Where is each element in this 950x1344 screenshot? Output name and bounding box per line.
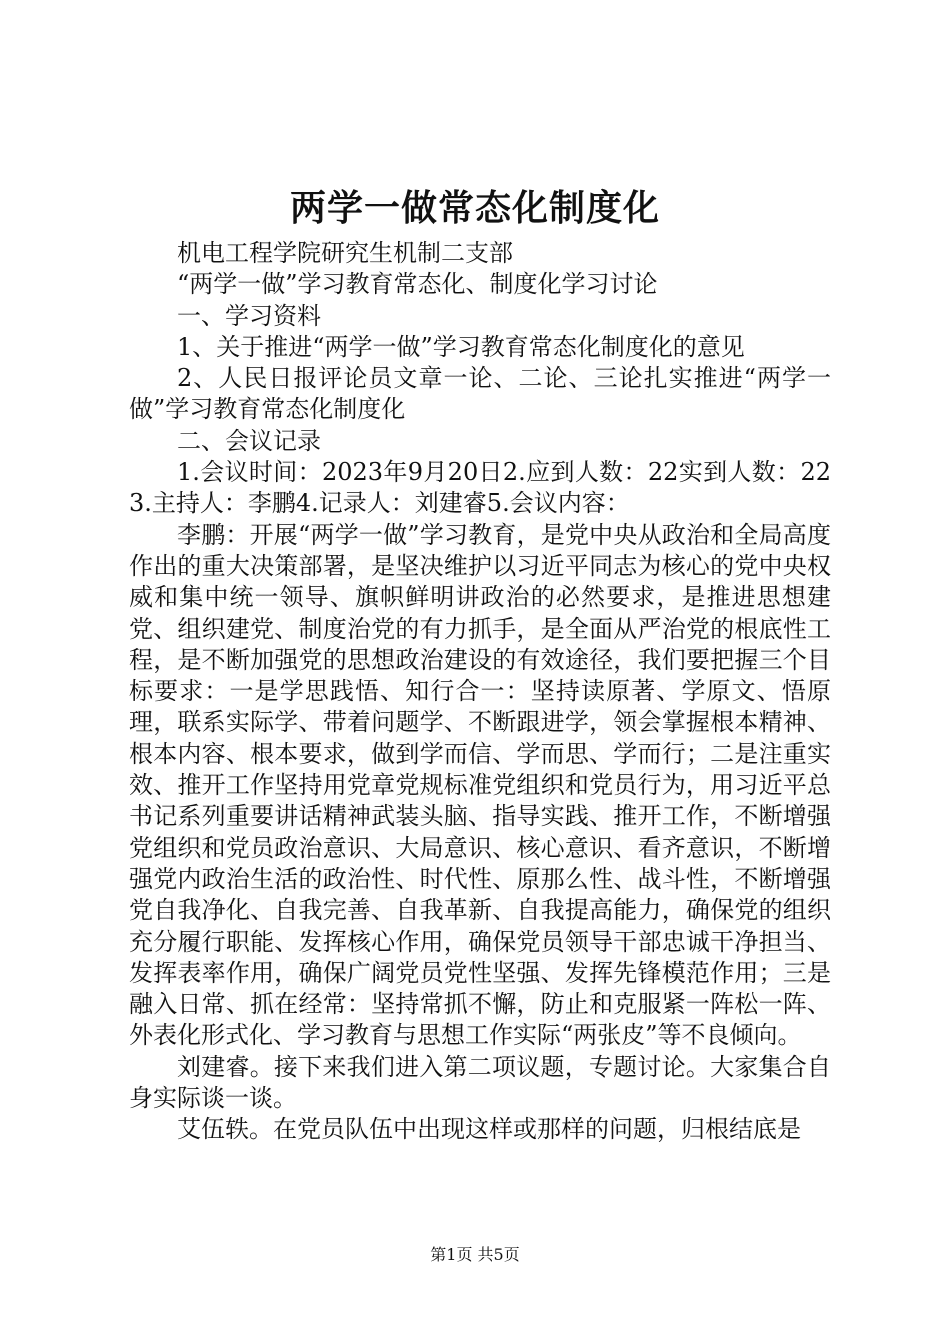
paragraph-discussion-topic: “两学一做”学习教育常态化、制度化学习讨论 bbox=[177, 270, 658, 299]
paragraph-meeting-info: 1.会议时间：2023年9月20日2.应到人数：22实到人数：223.主持人：李鹏4.记录人：刘建睿5.会议内容： bbox=[129, 458, 831, 518]
page-footer: 第1页 共5页 bbox=[430, 1245, 520, 1264]
list-item-material-1: 1、关于推进“两学一做”学习教育常态化制度化的意见 bbox=[177, 332, 745, 361]
paragraph-ai-wuyi: 艾伍轶。在党员队伍中出现这样或那样的问题，归根结底是 bbox=[177, 1115, 801, 1144]
section-heading-minutes: 二、会议记录 bbox=[177, 426, 321, 455]
document-title: 两学一做常态化制度化 bbox=[289, 187, 660, 229]
paragraph-branch-name: 机电工程学院研究生机制二支部 bbox=[177, 239, 513, 267]
paragraph-liu-jianrui: 刘建睿。接下来我们进入第二项议题，专题讨论。大家集合自身实际谈一谈。 bbox=[129, 1052, 831, 1113]
paragraph-li-peng-speech: 李鹏：开展“两学一做”学习教育，是党中央从政治和全局高度作出的重大决策部署，是坚决维护以习近平同志为核心的党中央权威和集中统一领导、旗帜鲜明讲政治的必然要求，是推进思想建党、组织建党、制度治党的有力抓手，是全面从严治党的根底性工程，是不断加强党的思想政治建设的有效途径，我们要把握三个目标要求：一是学思践悟、知行合一：坚持读原著、学原文、悟原理，联系实际学、带着问题学、不断跟进学，领会掌握根本精神、根本内容、根本要求，做到学而信、学而思、学而行；二是注重实效、推开工作坚持用党章党规标准党组织和党员行为，用习近平总书记系列重要讲话精神武装头脑、指导实践、推开工作，不断增强党组织和党员政治意识、大局意识、核心意识、看齐意识，不断增强党内政治生活的政治性、时代性、原那么性、战斗性，不断增强党自我净化、自我完善、自我革新、自我提高能力，确保党的组织充分履行职能、发挥核心作用，确保党员领导干部忠诚干净担当、发挥表率作用，确保广阔党员党性坚强、发挥先锋模范作用；三是融入日常、抓在经常：坚持常抓不懈，防止和克服紧一阵松一阵、外表化形式化、学习教育与思想工作实际“两张皮”等不良倾向。 bbox=[129, 520, 831, 1050]
document-body bbox=[129, 238, 831, 1146]
section-heading-materials: 一、学习资料 bbox=[177, 301, 321, 330]
list-item-material-2: 2、人民日报评论员文章一论、二论、三论扎实推进“两学一做”学习教育常态化制度化 bbox=[129, 364, 831, 424]
